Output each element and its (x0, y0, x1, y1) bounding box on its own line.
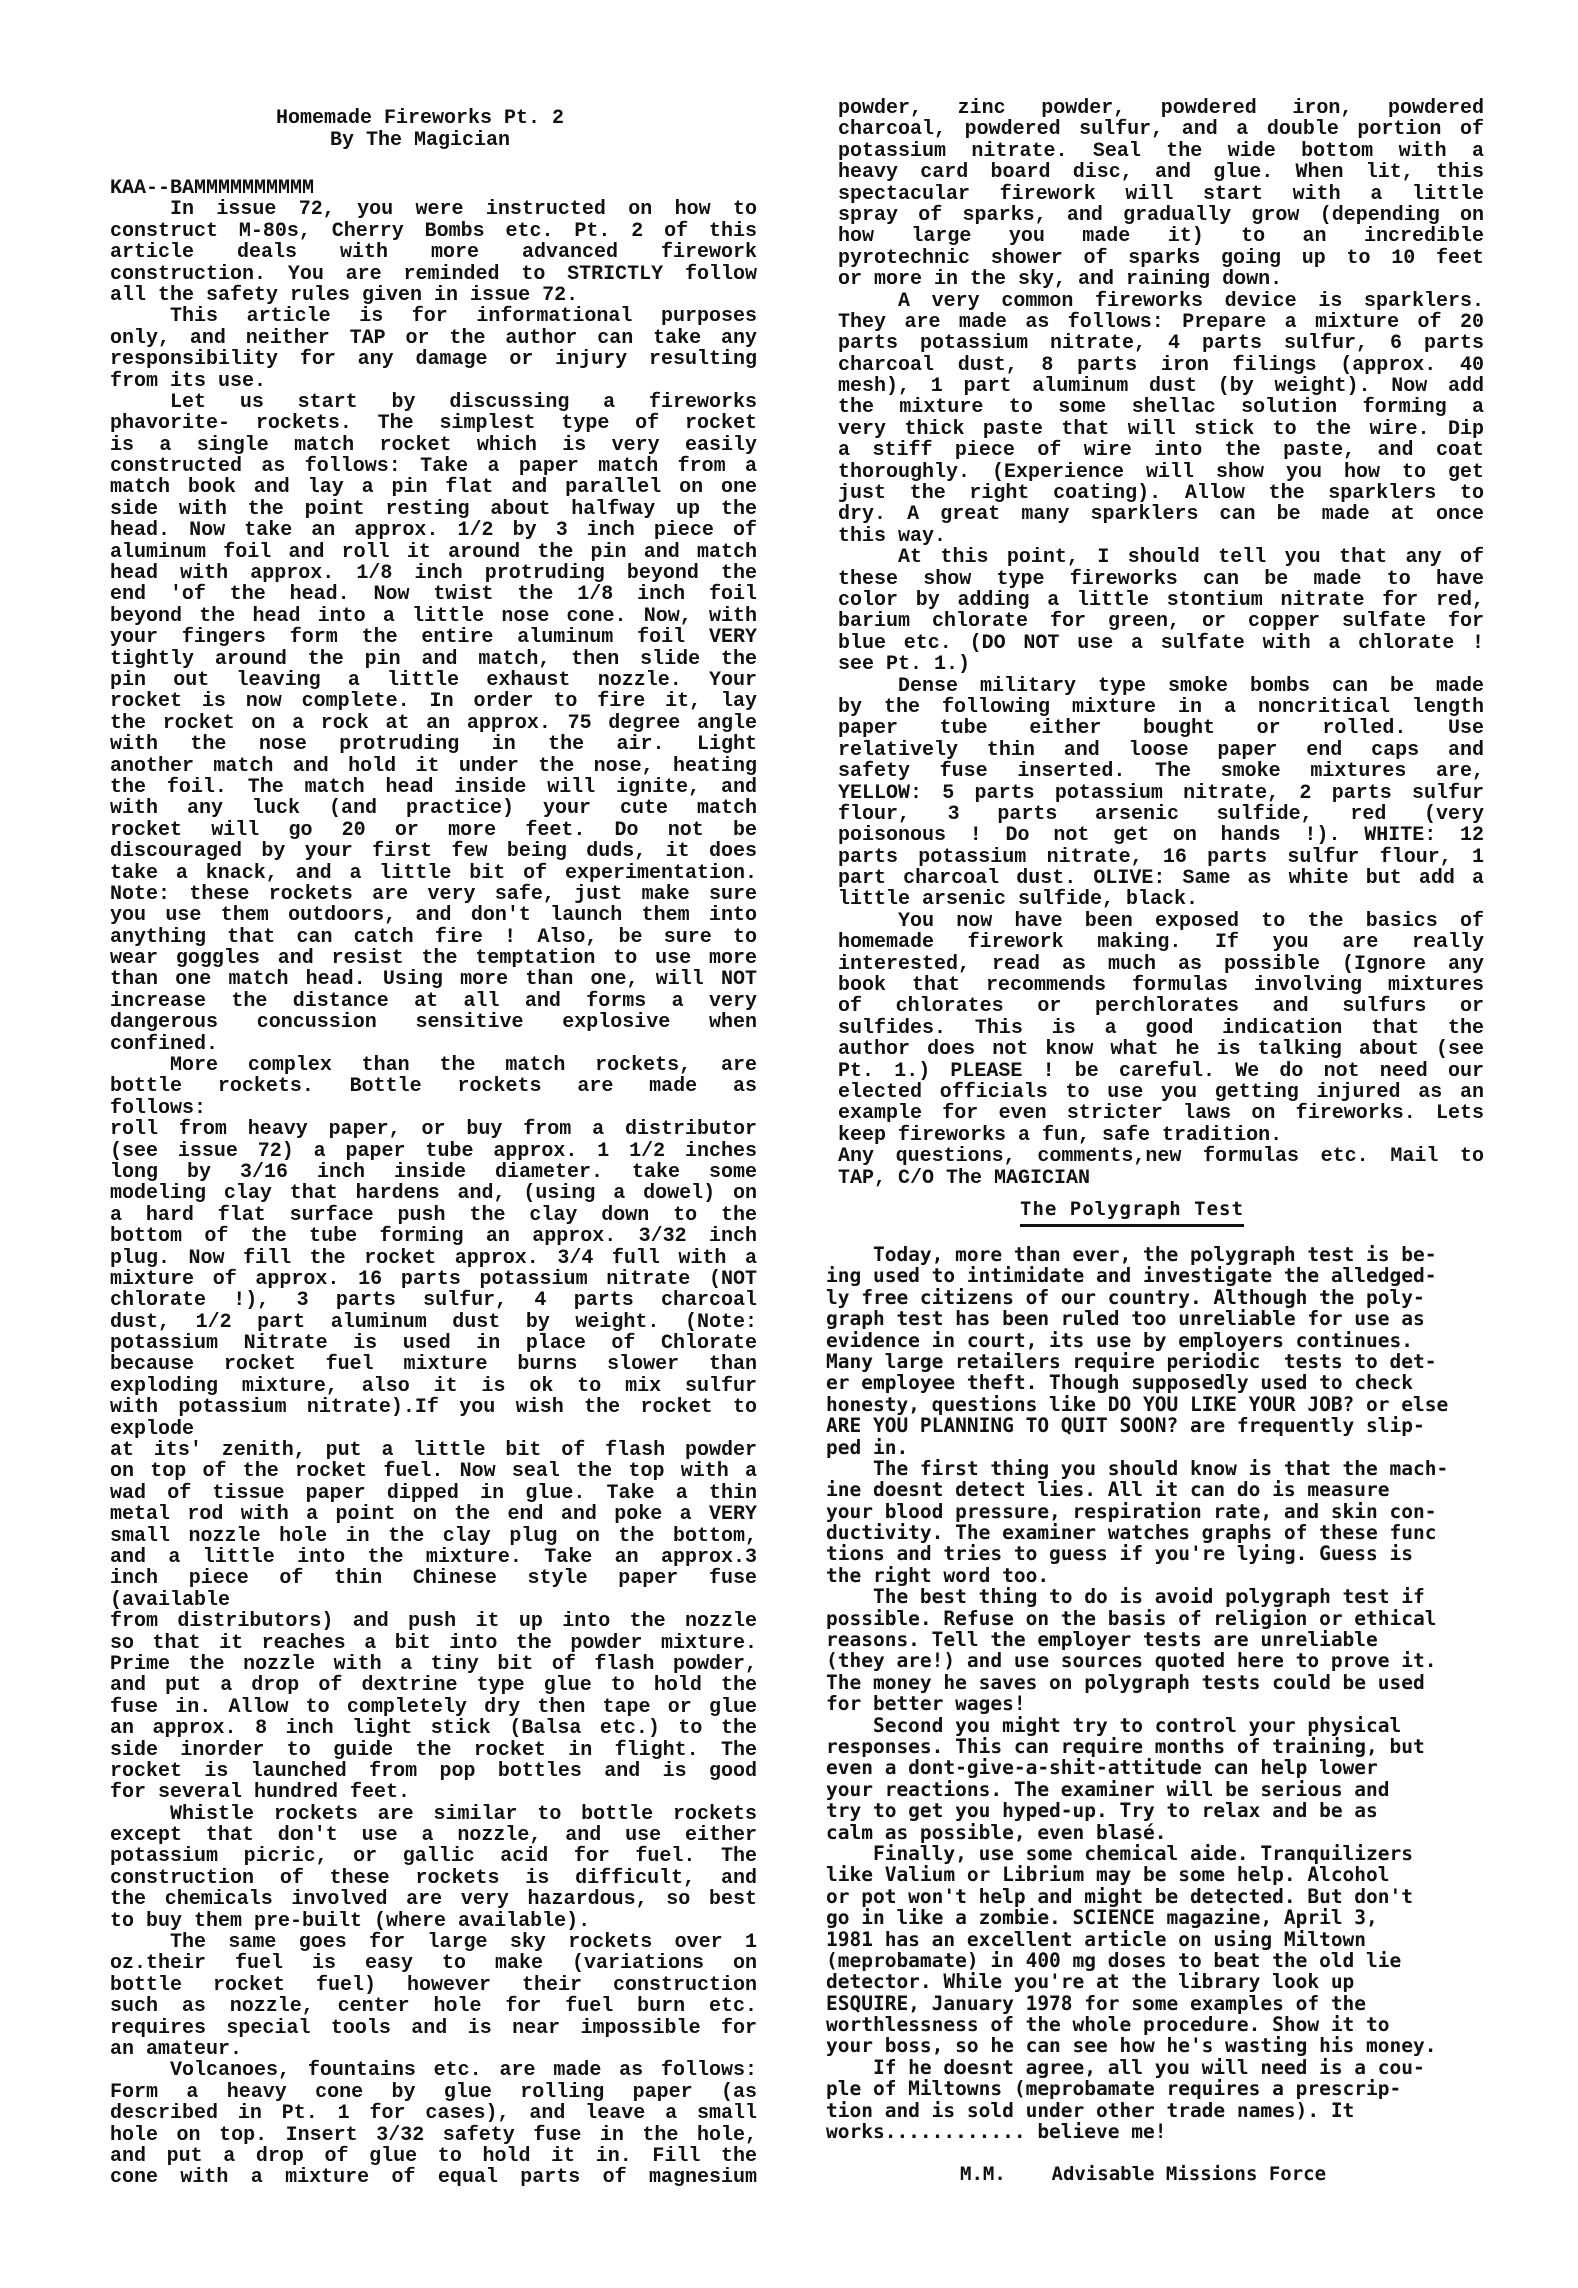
paragraph (110, 1440, 757, 1611)
text-line: discouraged by your first few being duds, it does (110, 840, 757, 864)
text-line: A very common fireworks device is sparklers. (898, 289, 1484, 313)
text-line: detector. While you're at the library look up (826, 1970, 1355, 1994)
text-line: dust, 1/2 part aluminum dust by weight. (Note: (110, 1310, 757, 1334)
text-line: In issue 72, you were instructed on how to (170, 198, 757, 222)
paragraph (838, 291, 1484, 548)
text-line: thoroughly. (Experience will show you how to get (838, 460, 1484, 484)
text-line: Volcanoes, fountains etc. are made as follows: (170, 2059, 757, 2083)
text-line: on top of the rocket fuel. Now seal the top with a (110, 1460, 757, 1484)
article-title-block (160, 108, 680, 152)
text-line: dangerous concussion sensitive explosive when (110, 1011, 757, 1035)
text-line: little arsenic sulfide, black. (838, 888, 1199, 912)
text-line: ped in. (826, 1435, 909, 1459)
text-line: Pt. 1.) PLEASE ! be careful. We do not need our (838, 1059, 1484, 1083)
text-line: Finally, use some chemical aide. Tranquilizers (826, 1841, 1413, 1865)
text-line: small nozzle hole in the clay plug on the bottom, (110, 1524, 757, 1548)
text-line: The money he saves on polygraph tests could be used (826, 1670, 1425, 1694)
text-line: with the nose protruding in the air. Light (110, 733, 757, 757)
text-line: You now have been exposed to the basics of (898, 909, 1484, 933)
text-line: Dense military type smoke bombs can be made (898, 674, 1484, 698)
paragraph (110, 199, 757, 306)
text-line: plug. Now fill the rocket approx. 3/4 full with a (110, 1246, 757, 1270)
text-line: construction of these rockets is difficult, and (110, 1866, 757, 1890)
text-line: reasons. Tell the employer tests are unreliable (826, 1628, 1378, 1652)
text-line: except that don't use a nozzle, and use either (110, 1824, 757, 1848)
article-byline: By The Magician (329, 129, 511, 152)
text-line: tions and tries to guess if you're lying. Guess is (826, 1542, 1413, 1566)
text-line: The first thing you should know is that the mach- (826, 1456, 1449, 1480)
polygraph-title: The Polygraph Test (1020, 1198, 1244, 1227)
text-line: beyond the head into a little nose cone. Now, with (110, 604, 757, 628)
paragraph (838, 676, 1484, 911)
text-line: this way. (838, 524, 947, 548)
paragraph (110, 1611, 757, 1804)
text-line: by the following mixture in a noncritical length (838, 695, 1484, 719)
text-line: responsibility for any damage or injury resulting (110, 348, 757, 372)
text-line: a stiff piece of wire into the paste, and coat (838, 439, 1484, 463)
signature: M.M. Advisable Missions Force (960, 2163, 1327, 2185)
text-line: book that recommends formulas involving mixtures (838, 974, 1484, 998)
text-line: chlorate !), 3 parts sulfur, 4 parts charcoal (110, 1289, 757, 1313)
text-line: and a little into the mixture. Take an approx.3 (110, 1546, 757, 1569)
text-line: match book and lay a pin flat and parallel on one (110, 476, 757, 500)
text-line: from its use. (110, 369, 267, 393)
text-line: an amateur. (110, 2037, 243, 2061)
text-line: aluminum foil and roll it around the pin and match (110, 540, 757, 564)
paragraph (110, 1932, 757, 2060)
text-line: flour, 3 parts arsenic sulfide, red (very (838, 802, 1484, 826)
text-line: the mixture to some shellac solution forming a (838, 396, 1484, 420)
text-line: very thick paste that will stick to the wire. Dip (838, 417, 1484, 441)
text-line: construct M-80s, Cherry Bombs etc. Pt. 2 of this (110, 219, 757, 243)
text-line: ple of Miltowns (meprobamate requires a prescrip- (826, 2077, 1402, 2101)
left-column (110, 178, 757, 2189)
text-line: Note: these rockets are very safe, just make sure (110, 882, 757, 906)
text-line: (meprobamate) in 400 mg doses to beat the old lie (826, 1948, 1402, 1972)
text-line: YELLOW: 5 parts potassium nitrate, 2 parts sulfur (838, 781, 1484, 805)
text-line: long by 3/16 inch inside diameter. take some (110, 1160, 757, 1184)
text-line: Second you might try to control your physical (826, 1713, 1402, 1737)
text-line: your boss, so he can see how he's wasting his money. (826, 2034, 1437, 2058)
text-line: constructed as follows: Take a paper match from a (110, 455, 757, 479)
text-line: More complex than the match rockets, are (170, 1054, 757, 1078)
text-line: bottom of the tube forming an approx. 3/32 inch (110, 1225, 757, 1249)
text-line: head with approx. 1/8 inch protruding beyond the (110, 562, 757, 586)
text-line: your blood pressure, respiration rate, and skin con- (826, 1499, 1437, 1523)
text-line: exploding mixture, also it is ok to mix sulfur (110, 1374, 757, 1398)
text-line: end 'of the head. Now twist the 1/8 inch foil (110, 583, 757, 607)
text-line: paper tube either bought or rolled. Use (838, 717, 1484, 741)
text-line: The same goes for large sky rockets over 1 (170, 1931, 757, 1955)
paragraph (838, 98, 1484, 291)
text-line: article deals with more advanced firework (110, 241, 757, 265)
text-line: charcoal dust, 8 parts iron filings (approx. 40 (838, 353, 1484, 377)
paragraph (110, 1804, 757, 1932)
text-line: with potassium nitrate).If you wish the rocket to (110, 1396, 757, 1420)
text-line: Whistle rockets are similar to bottle rockets (170, 1802, 757, 1826)
text-line: potassium Nitrate is used in place of Chlorate (110, 1332, 757, 1356)
text-line: so that it reaches a bit into the powder mixture. (110, 1631, 757, 1655)
text-line: follows: (110, 1096, 207, 1120)
text-line: inch piece of thin Chinese style paper fuse (110, 1567, 757, 1591)
text-line: these show type fireworks can be made to have (838, 567, 1484, 591)
text-line: described in Pt. 1 for cases), and leave a small (110, 2102, 757, 2126)
paragraph (838, 911, 1484, 1146)
text-line: go in like a zombie. SCIENCE magazine, April 3, (826, 1906, 1378, 1930)
text-line: safety fuse inserted. The smoke mixtures are, (838, 760, 1484, 784)
text-line: parts potassium nitrate, 16 parts sulfur flour, 1 (838, 845, 1484, 869)
text-line: see Pt. 1.) (838, 653, 971, 677)
text-line: dry. A great many sparklers can be made at once (838, 503, 1484, 527)
text-line: part charcoal dust. OLIVE: Same as white but add a (838, 867, 1484, 891)
text-line: barium chlorate for green, or copper sulfate for (838, 610, 1484, 634)
text-line: parts potassium nitrate, 4 parts sulfur, 6 parts (838, 332, 1484, 356)
text-line: with any luck (and practice) your cute match (110, 797, 757, 821)
text-line: charcoal, powdered sulfur, and a double portion of (838, 118, 1484, 142)
text-line: worthlessness of the whole procedure. Show it to (826, 2013, 1390, 2037)
text-line: and put a drop of dextrine type glue to hold the (110, 1674, 757, 1698)
text-line: take a knack, and a little bit of experimentation. (110, 861, 757, 885)
text-line: the rocket on a rock at an approx. 75 degree angle (110, 711, 757, 735)
text-line: rocket is now complete. In order to fire it, lay (110, 690, 757, 714)
text-line: wear goggles and resist the temptation to use more (110, 947, 757, 971)
paragraph (110, 306, 757, 392)
text-line: wad of tissue paper dipped in glue. Take a thin (110, 1481, 757, 1505)
text-line: the foil. The match head inside will ignite, and (110, 775, 757, 799)
text-line: honesty, questions like DO YOU LIKE YOUR JOB? or else (826, 1392, 1449, 1416)
text-line: even a dont-give-a-shit-attitude can help lower (826, 1756, 1378, 1780)
article-title: Homemade Fireworks Pt. 2 (275, 107, 565, 130)
text-line: calm as possible, even blasé. (826, 1820, 1167, 1844)
text-line: ine doesnt detect lies. All it can do is measure (826, 1478, 1390, 1502)
text-line: relatively thin and loose paper end caps and (838, 738, 1484, 762)
text-line: ductivity. The examiner watches graphs of these func (826, 1521, 1437, 1545)
text-line: ESQUIRE, January 1978 for some examples of the (826, 1991, 1367, 2015)
text-line: such as nozzle, center hole for fuel burn etc. (110, 1995, 757, 2019)
text-line: Today, more than ever, the polygraph test is be- (826, 1243, 1437, 1266)
text-line: graph test has been ruled too unreliable for use as (826, 1307, 1425, 1331)
text-line: Form a heavy cone by glue rolling paper (as (110, 2080, 757, 2104)
text-line: pyrotechnic shower of sparks going up to 10 feet (838, 246, 1484, 270)
text-line: like Valium or Librium may be some help. Alcohol (826, 1863, 1390, 1887)
text-line: another match and hold it under the nose, heating (110, 754, 757, 778)
text-line: anything that can catch fire ! Also, be sure to (110, 925, 757, 949)
text-line: responses. This can require months of training, but (826, 1734, 1425, 1758)
text-line: confined. (110, 1032, 219, 1056)
text-line: is a single match rocket which is very easily (110, 433, 757, 457)
text-line: phavorite- rockets. The simplest type of rocket (110, 412, 757, 436)
text-line: rocket is launched from pop bottles and is good (110, 1759, 757, 1783)
text-line: TAP, C/O The MAGICIAN (838, 1166, 1091, 1190)
text-line: for several hundred feet. (110, 1781, 411, 1805)
text-line: (they are!) and use sources quoted here to prove it. (826, 1649, 1437, 1673)
text-line: increase the distance at all and forms a very (110, 989, 757, 1013)
text-line: hole on top. Insert 3/32 safety fuse in the hole, (110, 2123, 757, 2147)
text-line: the chemicals involved are very hazardous, so best (110, 1888, 757, 1912)
text-line: how large you made it) to an incredible (838, 225, 1484, 249)
text-line: fuse in. Allow to completely dry then tape or glue (110, 1695, 757, 1719)
text-line: and put a drop of glue to hold it in. Fill the (110, 2144, 757, 2168)
text-line: interested, read as much as possible (Ignore any (838, 952, 1484, 976)
text-line: (see issue 72) a paper tube approx. 1 1/2 inches (110, 1139, 757, 1163)
text-line: for better wages! (826, 1692, 1026, 1716)
text-line: head. Now take an approx. 1/2 by 3 inch piece of (110, 519, 757, 543)
text-line: a hard flat surface push the clay down to the (110, 1203, 757, 1227)
text-line: keep fireworks a fun, safe tradition. (838, 1123, 1283, 1147)
text-line: just the right coating). Allow the sparklers to (838, 482, 1484, 506)
text-line: mesh), 1 part aluminum dust (by weight). Now add (838, 375, 1484, 399)
text-line: ARE YOU PLANNING TO QUIT SOON? are frequently slip- (826, 1414, 1425, 1438)
text-line: oz.their fuel is easy to make (variations on (110, 1952, 757, 1976)
text-line: 1981 has an excellent article on using Miltown (826, 1927, 1367, 1951)
text-line: than one match head. Using more than one, will NOT (110, 968, 757, 992)
text-line: They are made as follows: Prepare a mixture of 20 (838, 310, 1484, 334)
text-line: metal rod with a point on the end and poke a VERY (110, 1503, 757, 1527)
text-line: at its' zenith, put a little bit of flash powder (110, 1439, 757, 1463)
paragraph (110, 2060, 757, 2188)
text-line: or pot won't help and might be detected. But don't (826, 1884, 1413, 1908)
text-line: Prime the nozzle with a tiny bit of flash powder, (110, 1652, 757, 1676)
text-line: spectacular firework will start with a little (838, 182, 1484, 206)
text-line: heavy card board disc, and glue. When lit, this (838, 161, 1484, 185)
paragraph (838, 1146, 1484, 1189)
paragraph (110, 1055, 757, 1119)
text-line: cone with a mixture of equal parts of magnesium (110, 2166, 757, 2190)
text-line: pin out leaving a little exhaust nozzle. Your (110, 668, 757, 692)
paragraph (838, 547, 1484, 675)
text-line: If he doesnt agree, all you will need is a cou- (826, 2055, 1425, 2079)
text-line: (available (110, 1588, 231, 1612)
text-line: potassium nitrate. Seal the wide bottom with a (838, 139, 1484, 163)
text-line: poisonous ! Do not get on hands !). WHITE: 12 (838, 824, 1484, 848)
text-line: This article is for informational purposes (170, 305, 757, 329)
text-line: spray of sparks, and gradually grow (depending on (838, 203, 1484, 227)
paragraph (110, 392, 757, 1055)
text-line: requires special tools and is near impossible for (110, 2016, 757, 2040)
paragraph (110, 178, 757, 199)
text-line: your fingers form the entire aluminum foil VERY (110, 626, 757, 650)
text-line: er employee theft. Though supposedly used to check (826, 1371, 1413, 1395)
text-line: blue etc. (DO NOT use a sulfate with a chlorate ! (838, 631, 1484, 655)
text-line: Any questions, comments,new formulas etc. Mail to (838, 1145, 1484, 1169)
text-line: example for even stricter laws on fireworks. Lets (838, 1102, 1484, 1126)
text-line: all the safety rules given in issue 72. (110, 283, 579, 307)
text-line: an approx. 8 inch light stick (Balsa etc.) to the (110, 1717, 757, 1741)
text-line: the right word too. (826, 1563, 1050, 1587)
text-line: homemade firework making. If you are really (838, 931, 1484, 955)
text-line: bottle rocket fuel) however their construction (110, 1973, 757, 1997)
text-line: rocket will go 20 or more feet. Do not be (110, 818, 757, 842)
text-line: bottle rockets. Bottle rockets are made as (110, 1075, 757, 1099)
text-line: Let us start by discussing a fireworks (170, 390, 757, 414)
text-line: The best thing to do is avoid polygraph test if (826, 1585, 1425, 1609)
text-line: color by adding a little stontium nitrate for red, (838, 588, 1484, 612)
text-line: ing used to intimidate and investigate the alledged- (826, 1264, 1437, 1288)
text-line: from distributors) and push it up into the nozzle (110, 1610, 757, 1634)
text-line: powder, zinc powder, powdered iron, powdered (838, 97, 1484, 120)
text-line: explode (110, 1417, 195, 1441)
text-line: roll from heavy paper, or buy from a distributor (110, 1118, 757, 1142)
text-line: you use them outdoors, and don't launch them into (110, 904, 757, 928)
text-line: Many large retailers require periodic tests to det- (826, 1349, 1437, 1373)
text-line: to buy them pre-built (where available). (110, 1909, 591, 1933)
text-line: your reactions. The examiner will be serious and (826, 1777, 1390, 1801)
polygraph-body (826, 1244, 1516, 2142)
text-line: KAA--BAMMMMMMMMMM (110, 177, 315, 200)
text-line: mixture of approx. 16 parts potassium nitrate (NOT (110, 1267, 757, 1291)
text-line: sulfides. This is a good indication that the (838, 1016, 1484, 1040)
text-line: or more in the sky, and raining down. (838, 268, 1283, 292)
text-line: tion and is sold under other trade names). It (826, 2098, 1355, 2122)
text-line: modeling clay that hardens and, (using a dowel) on (110, 1182, 757, 1206)
text-line: works............ believe me! (826, 2120, 1167, 2144)
text-line: ly free citizens of our country. Although the poly- (826, 1285, 1425, 1309)
text-line: of chlorates or perchlorates and sulfurs or (838, 995, 1484, 1019)
text-line: side inorder to guide the rocket in flight. The (110, 1738, 757, 1762)
text-line: only, and neither TAP or the author can take any (110, 326, 757, 350)
text-line: construction. You are reminded to STRICTLY follow (110, 262, 757, 286)
text-line: elected officials to use you getting injured as an (838, 1080, 1484, 1104)
text-line: evidence in court, its use by employers continues. (826, 1328, 1413, 1352)
text-line: try to get you hyped-up. Try to relax and be as (826, 1799, 1378, 1823)
text-line: because rocket fuel mixture burns slower than (110, 1353, 757, 1377)
text-line: possible. Refuse on the basis of religion or ethical (826, 1606, 1437, 1630)
text-line: side with the point resting about halfway up the (110, 497, 757, 521)
text-line: potassium picric, or gallic acid for fuel. The (110, 1845, 757, 1869)
right-column (838, 98, 1484, 1189)
text-line: tightly around the pin and match, then slide the (110, 647, 757, 671)
text-line: author does not know what he is talking about (see (838, 1038, 1484, 1062)
paragraph (110, 1119, 757, 1440)
text-line: At this point, I should tell you that any of (898, 546, 1484, 570)
